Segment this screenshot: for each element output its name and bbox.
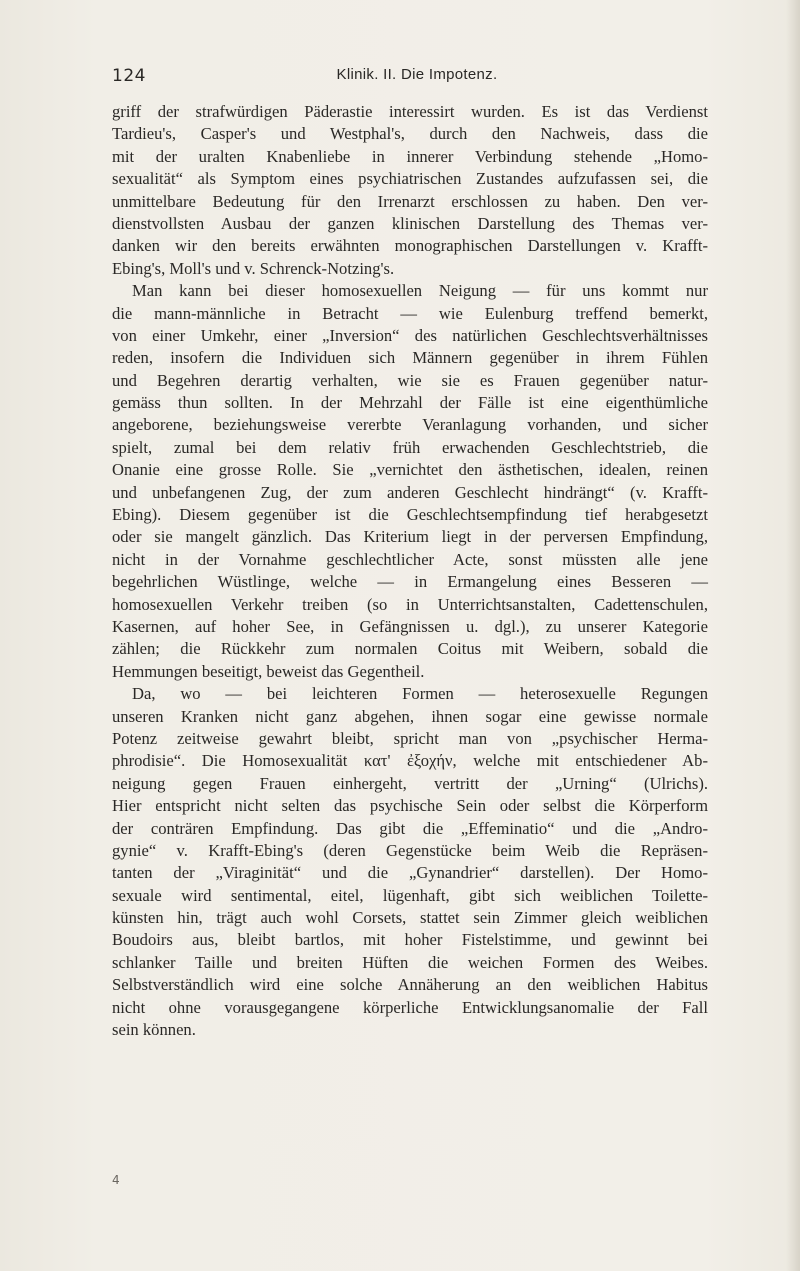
text-line: phrodisie“. Die Homosexualität κατ' ἐξοχήν, welche mit entschiedener Ab-	[112, 751, 708, 771]
text-line: nicht in der Vornahme geschlechtlicher Acte, sonst müssten alle jene	[112, 549, 708, 569]
text-line: schlanker Taille und breiten Hüften die weichen Formen des Weibes.	[112, 952, 708, 972]
text-line: von einer Umkehr, einer „Inversion“ des natürlichen Geschlechtsverhältnisses	[112, 325, 708, 345]
text-line: unseren Kranken nicht ganz abgehen, ihnen sogar eine gewisse normale	[112, 706, 708, 726]
text-line: die mann-männliche in Betracht — wie Eulenburg treffend bemerkt,	[112, 303, 708, 323]
text-line: Da, wo — bei leichteren Formen — heterosexuelle Regungen	[132, 684, 708, 704]
text-line: gynie“ v. Krafft-Ebing's (deren Gegenstücke beim Weib die Repräsen-	[112, 840, 708, 860]
page-number: 124	[112, 66, 146, 86]
text-line: und Begehren derartig verhalten, wie sie es Frauen gegenüber natur-	[112, 370, 708, 390]
text-line: danken wir den bereits erwähnten monographischen Darstellungen v. Krafft-	[112, 236, 708, 256]
page-header	[112, 66, 712, 92]
body-text	[112, 101, 708, 1201]
text-line: Ebing's, Moll's und v. Schrenck-Notzing's.	[112, 258, 395, 278]
text-line: sexuale wird sentimental, eitel, lügenhaft, gibt sich weiblichen Toilette-	[112, 885, 708, 905]
text-line: Man kann bei dieser homosexuellen Neigung — für uns kommt nur	[132, 281, 708, 301]
footer-mark: 4	[112, 1173, 120, 1187]
text-line: Hemmungen beseitigt, beweist das Gegentheil.	[112, 661, 425, 681]
text-line: homosexuellen Verkehr treiben (so in Unterrichtsanstalten, Cadettenschulen,	[112, 594, 708, 614]
text-line: Onanie eine grosse Rolle. Sie „vernichtet den ästhetischen, idealen, reinen	[112, 460, 708, 480]
text-line: dienstvollsten Ausbau der ganzen klinischen Darstellung des Themas ver-	[112, 213, 708, 233]
text-line: Ebing). Diesem gegenüber ist die Geschlechtsempfindung tief herabgesetzt	[112, 505, 708, 525]
text-line: gemäss thun sollten. In der Mehrzahl der Fälle ist eine eigenthümliche	[112, 393, 708, 413]
text-line: Hier entspricht nicht selten das psychische Sein oder selbst die Körperform	[112, 796, 708, 816]
text-line: reden, insofern die Individuen sich Männern gegenüber in ihrem Fühlen	[112, 348, 708, 368]
running-head: Klinik. II. Die Impotenz.	[336, 66, 498, 83]
text-line: der conträren Empfindung. Das gibt die „Effeminatio“ und die „Andro-	[112, 818, 708, 838]
text-line: Tardieu's, Casper's und Westphal's, durch den Nachweis, dass die	[112, 124, 708, 144]
text-line: griff der strafwürdigen Päderastie interessirt wurden. Es ist das Verdienst	[112, 102, 708, 121]
page-edge-shadow	[786, 0, 800, 1271]
text-line: nicht ohne vorausgegangene körperliche Entwicklungsanomalie der Fall	[112, 997, 708, 1017]
text-line: mit der uralten Knabenliebe in innerer Verbindung stehende „Homo-	[112, 146, 708, 166]
text-line: spielt, zumal bei dem relativ früh erwachenden Geschlechtstrieb, die	[112, 437, 708, 457]
text-line: neigung gegen Frauen einhergeht, vertritt der „Urning“ (Ulrichs).	[112, 773, 708, 793]
text-line: Selbstverständlich wird eine solche Annäherung an den weiblichen Habitus	[112, 975, 708, 995]
text-line: Boudoirs aus, bleibt bartlos, mit hoher Fistelstimme, und gewinnt bei	[112, 930, 708, 950]
text-line: künsten hin, trägt auch wohl Corsets, stattet sein Zimmer gleich weiblichen	[112, 908, 708, 928]
text-line: Kasernen, auf hoher See, in Gefängnissen u. dgl.), zu unserer Kategorie	[112, 616, 708, 636]
text-line: unmittelbare Bedeutung für den Irrenarzt erschlossen zu haben. Den ver-	[112, 191, 708, 211]
text-line: begehrlichen Wüstlinge, welche — in Ermangelung eines Besseren —	[112, 572, 708, 592]
text-line: sexualität“ als Symptom eines psychiatrischen Zustandes aufzufassen sei, die	[112, 169, 708, 189]
text-line: und unbefangenen Zug, der zum anderen Geschlecht hindrängt“ (v. Krafft-	[112, 482, 708, 502]
text-line: sein können.	[112, 1020, 196, 1040]
text-line: Potenz zeitweise gewahrt bleibt, spricht man von „psychischer Herma-	[112, 728, 708, 748]
text-line: tanten der „Viraginität“ und die „Gynandrier“ darstellen). Der Homo-	[112, 863, 708, 883]
text-line: oder sie mangelt gänzlich. Das Kriterium liegt in der perversen Empfindung,	[112, 527, 708, 547]
text-line: angeborene, beziehungsweise vererbte Veranlagung vorhanden, und sicher	[112, 415, 708, 435]
text-line: zählen; die Rückkehr zum normalen Coitus mit Weibern, sobald die	[112, 639, 708, 659]
